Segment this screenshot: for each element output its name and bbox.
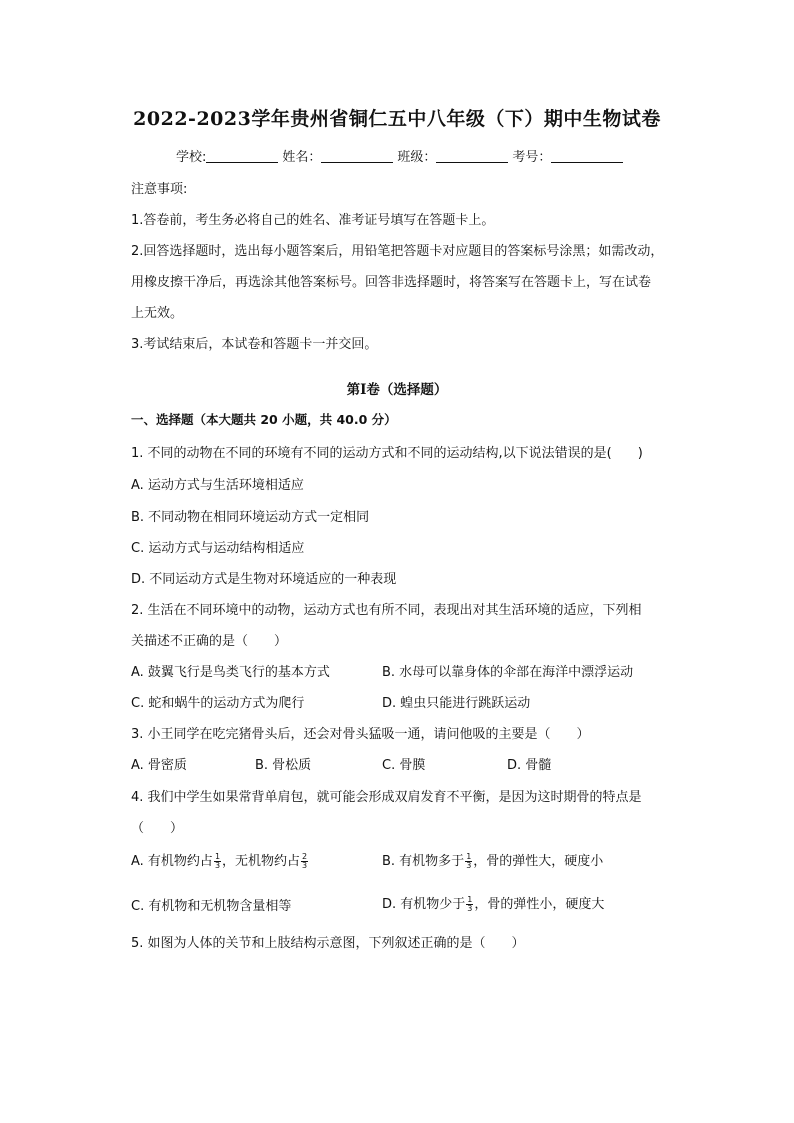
question-5-stem: 5. 如图为人体的关节和上肢结构示意图，下列叙述正确的是（ ） [131,936,525,951]
notice-heading: 注意事项: [131,182,188,197]
part-heading: 一、选择题（本大题共 20 小题，共 40.0 分） [131,412,397,427]
option-b-prefix: B. 有机物多于 [382,854,465,869]
option-a-middle: ，无机物约占 [222,854,301,869]
option-a-prefix: A. 有机物约占 [131,854,213,869]
class-blank[interactable] [436,150,508,163]
notice-item-1: 1.答卷前，考生务必将自己的姓名、准考证号填写在答题卡上。 [131,213,495,228]
question-2-option-a: A. 鼓翼飞行是鸟类飞行的基本方式 [131,665,330,680]
question-3-option-d: D. 骨髓 [507,758,552,773]
question-3-option-a: A. 骨密质 [131,758,187,773]
option-d-suffix: ，骨的弹性小，硬度大 [474,897,605,912]
fraction-one-third: $\frac{1}{3}$ [467,895,473,913]
question-4-option-b [382,850,603,870]
option-d-prefix: D. 有机物少于 [382,897,466,912]
notice-item-2-line-3: 上无效。 [131,306,184,321]
notice-item-2-line-1: 2.回答选择题时，选出每小题答案后，用铅笔把答题卡对应题目的答案标号涂黑；如需改动， [131,244,664,259]
question-4-stem-line-2: （ ） [131,821,184,836]
question-4-option-d [382,893,604,913]
question-4-stem-line-1: 4. 我们中学生如果常背单肩包，就可能会形成双肩发育不平衡，是因为这时期骨的特点是 [131,790,642,805]
question-4-option-c: C. 有机物和无机物含量相等 [131,899,292,914]
fraction-one-third: $\frac{1}{3}$ [466,852,472,870]
question-2-option-b: B. 水母可以靠身体的伞部在海洋中漂浮运动 [382,665,634,680]
question-3-stem: 3. 小王同学在吃完猪骨头后，还会对骨头猛吸一通，请问他吸的主要是（ ） [131,727,590,742]
name-label: 姓名： [282,150,322,165]
question-1-option-d: D. 不同运动方式是生物对环境适应的一种表现 [131,572,397,587]
question-1-stem: 1. 不同的动物在不同的环境有不同的运动方式和不同的运动结构,以下说法错误的是( ) [131,446,643,461]
fraction-one-third: $\frac{1}{3}$ [214,852,221,870]
question-1-option-c: C. 运动方式与运动结构相适应 [131,541,305,556]
question-1-option-b: B. 不同动物在相同环境运动方式一定相同 [131,510,370,525]
school-blank[interactable] [206,150,278,163]
fraction-two-thirds: $\frac{2}{3}$ [302,852,308,870]
name-blank[interactable] [321,150,393,163]
question-2-option-c: C. 蛇和蜗牛的运动方式为爬行 [131,696,305,711]
question-3-option-c: C. 骨膜 [382,758,426,773]
class-label: 班级： [397,150,437,165]
question-1-option-a: A. 运动方式与生活环境相适应 [131,478,304,493]
question-3-option-b: B. 骨松质 [255,758,312,773]
question-2-stem-line-2: 关描述不正确的是（ ） [131,634,288,649]
section-title: 第Ⅰ卷（选择题） [346,382,448,398]
student-info-line [176,146,627,165]
page-title: 2022-2023学年贵州省铜仁五中八年级（下）期中生物试卷 [133,108,661,130]
school-label: 学校: [176,150,207,165]
notice-item-2-line-2: 用橡皮擦干净后，再选涂其他答案标号。回答非选择题时，将答案写在答题卡上，写在试卷 [131,275,652,290]
notice-item-3: 3.考试结束后，本试卷和答题卡一并交回。 [131,337,378,352]
exam-no-blank[interactable] [551,150,623,163]
exam-no-label: 考号： [512,150,552,165]
option-b-suffix: ，骨的弹性大，硬度小 [473,854,604,869]
question-4-option-a [131,850,309,870]
question-2-option-d: D. 蝗虫只能进行跳跃运动 [382,696,531,711]
question-2-stem-line-1: 2. 生活在不同环境中的动物，运动方式也有所不同，表现出对其生活环境的适应，下列相 [131,603,642,618]
